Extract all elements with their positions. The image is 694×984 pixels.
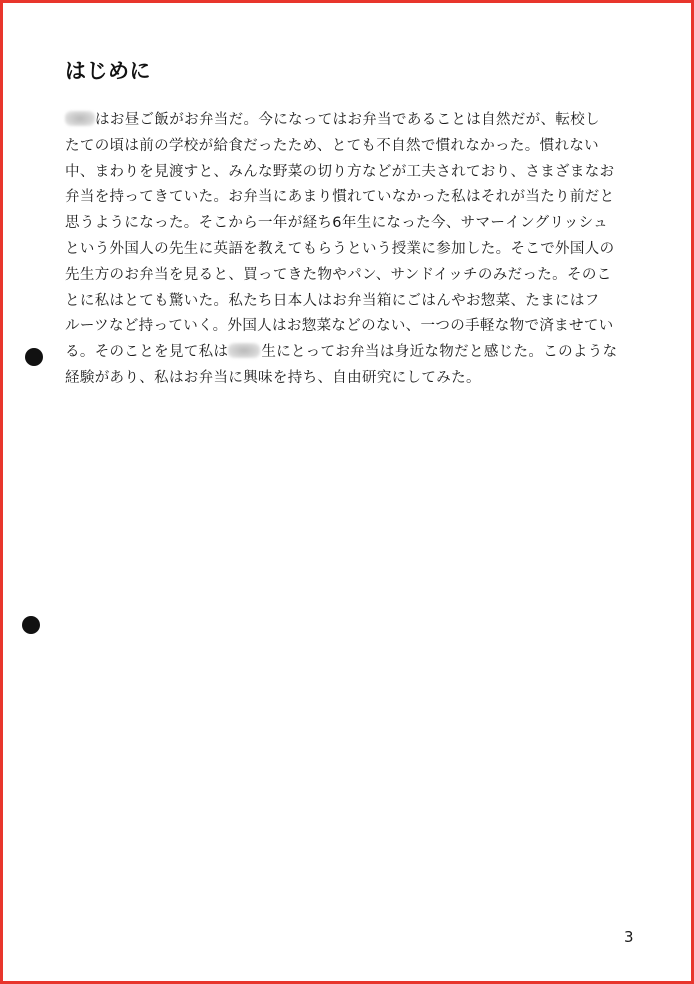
text-line-4: 弁当を持ってきていた。お弁当にあまり慣れていなかった私はそれが当たり前だと [65, 189, 615, 206]
text-line-10 [65, 340, 645, 366]
binder-punch-hole [25, 348, 43, 366]
text-line-11: 経験があり、私はお弁当に興味を持ち、自由研究にしてみた。 [65, 369, 481, 386]
page-heading: はじめに [65, 59, 151, 83]
redacted-text [65, 111, 95, 126]
page-number: 3 [624, 928, 634, 946]
text-line-3: 中、まわりを見渡すと、みんな野菜の切り方などが工夫されており、さまざまなお [65, 163, 615, 180]
text-line-6: という外国人の先生に英語を教えてもらうという授業に参加した。そこで外国人の [65, 240, 615, 257]
text-line-9: ルーツなど持っていく。外国人はお惣菜などのない、一つの手軽な物で済ませてい [65, 318, 614, 335]
text-line-1 [65, 108, 645, 134]
text-line-8: とに私はとても驚いた。私たち日本人はお弁当箱にごはんやお惣菜、たまにはフ [65, 292, 600, 309]
binder-punch-hole [22, 616, 40, 634]
text-line-2: たての頃は前の学校が給食だったため、とても不自然で慣れなかった。慣れない [65, 137, 600, 154]
text-line-5: 思うようになった。そこから一年が経ち6年生になった今、サマーイングリッシュ [65, 215, 609, 232]
redacted-text [228, 343, 260, 358]
text-line-10-end: 生にとってお弁当は身近な物だと感じた。このような [261, 344, 618, 361]
text-line-10-start: る。そのことを見て私は [65, 344, 229, 361]
text-line-7: 先生方のお弁当を見ると、買ってきた物やパン、サンドイッチのみだった。そのこ [65, 266, 612, 283]
body-paragraph [65, 108, 645, 392]
text-line-1-content: はお昼ご飯がお弁当だ。今になってはお弁当であることは自然だが、転校し [95, 112, 600, 128]
